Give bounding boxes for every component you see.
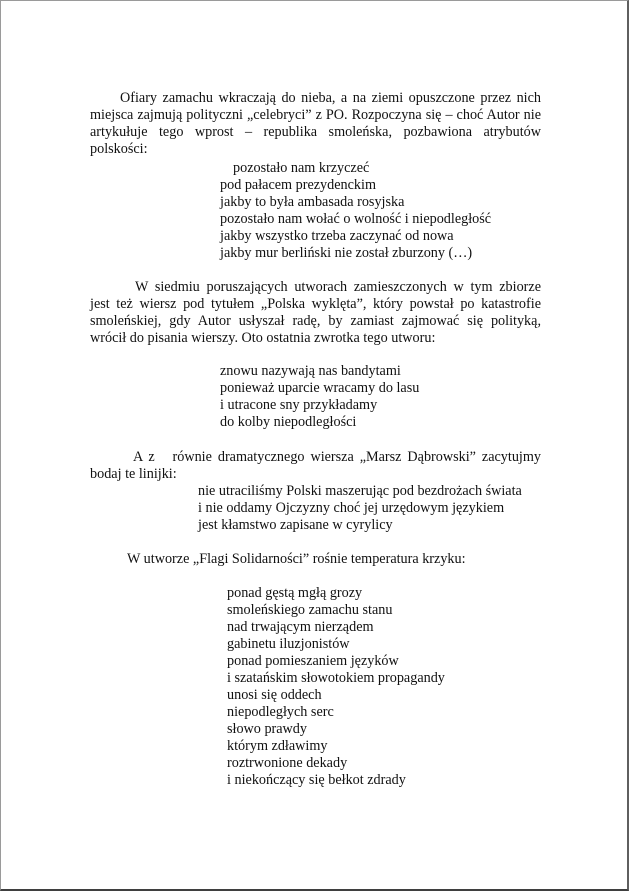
poem-4-line: którym zdławimy [227,738,328,754]
poem-3-line: nie utraciliśmy Polski maszerując pod bezdrożach świata [198,483,522,499]
poem-3-line: jest kłamstwo zapisane w cyrylicy [198,517,393,533]
poem-quote-4 [227,585,445,789]
poem-2-line: znowu nazywają nas bandytami [220,363,401,379]
paragraph-3-text: A z równie dramatycznego wiersza „Marsz Dąbrowski” zacytujmy bodaj te linijki: [90,449,545,482]
poem-1-line: jakby mur berliński nie został zburzony (…) [220,245,473,261]
paragraph-4-text: W utworze „Flagi Solidarności” rośnie temperatura krzyku: [127,551,466,567]
poem-4-line: roztrwonione dekady [227,755,348,771]
poem-3-line: i nie oddamy Ojczyzny choć jej urzędowym językiem [198,500,505,516]
poem-1-line: pod pałacem prezydenckim [220,177,376,193]
paragraph-2 [90,279,541,347]
poem-2-line: ponieważ uparcie wracamy do lasu [220,380,420,396]
poem-4-line: ponad gęstą mgłą grozy [227,585,363,601]
poem-4-line: słowo prawdy [227,721,307,737]
poem-quote-2 [220,363,419,431]
paragraph-3 [90,449,545,483]
poem-quote-1 [220,160,491,262]
poem-4-line: i szatańskim słowotokiem propagandy [227,670,445,686]
poem-1-line: jakby wszystko trzeba zaczynać od nowa [220,228,454,244]
poem-2-line: do kolby niepodległości [220,414,357,430]
poem-4-line: i niekończący się bełkot zdrady [227,772,406,788]
poem-1-line: jakby to była ambasada rosyjska [220,194,405,210]
paragraph-1 [90,90,541,158]
poem-2-line: i utracone sny przykładamy [220,397,378,413]
poem-quote-3 [198,483,522,534]
poem-4-line: niepodległych serc [227,704,334,720]
paragraph-4 [90,551,541,568]
paragraph-1-text: Ofiary zamachu wkraczają do nieba, a na ziemi opuszczone przez nich miejsca zajmują polityczni „celebryci” z PO. Rozpoczyna się – choć Autor nie artykułuje tego wprost – republika smoleńska, pozbawiona atrybutów polskości: [90,90,541,157]
paragraph-2-text: W siedmiu poruszających utworach zamieszczonych w tym zbiorze jest też wiersz pod tytułem „Polska wyklęta”, który powstał po katastrofie smoleńskiej, gdy Autor usłyszał radę, by zamiast zajmować się polityką, wrócił do pisania wierszy. Oto ostatnia zwrotka tego utworu: [90,279,541,346]
poem-4-line: smoleńskiego zamachu stanu [227,602,393,618]
poem-1-line: pozostało nam krzyczeć [233,160,370,176]
poem-4-line: ponad pomieszaniem języków [227,653,399,669]
poem-1-line: pozostało nam wołać o wolność i niepodległość [220,211,492,227]
poem-4-line: nad trwającym nierządem [227,619,374,635]
poem-4-line: unosi się oddech [227,687,322,703]
poem-4-line: gabinetu iluzjonistów [227,636,350,652]
